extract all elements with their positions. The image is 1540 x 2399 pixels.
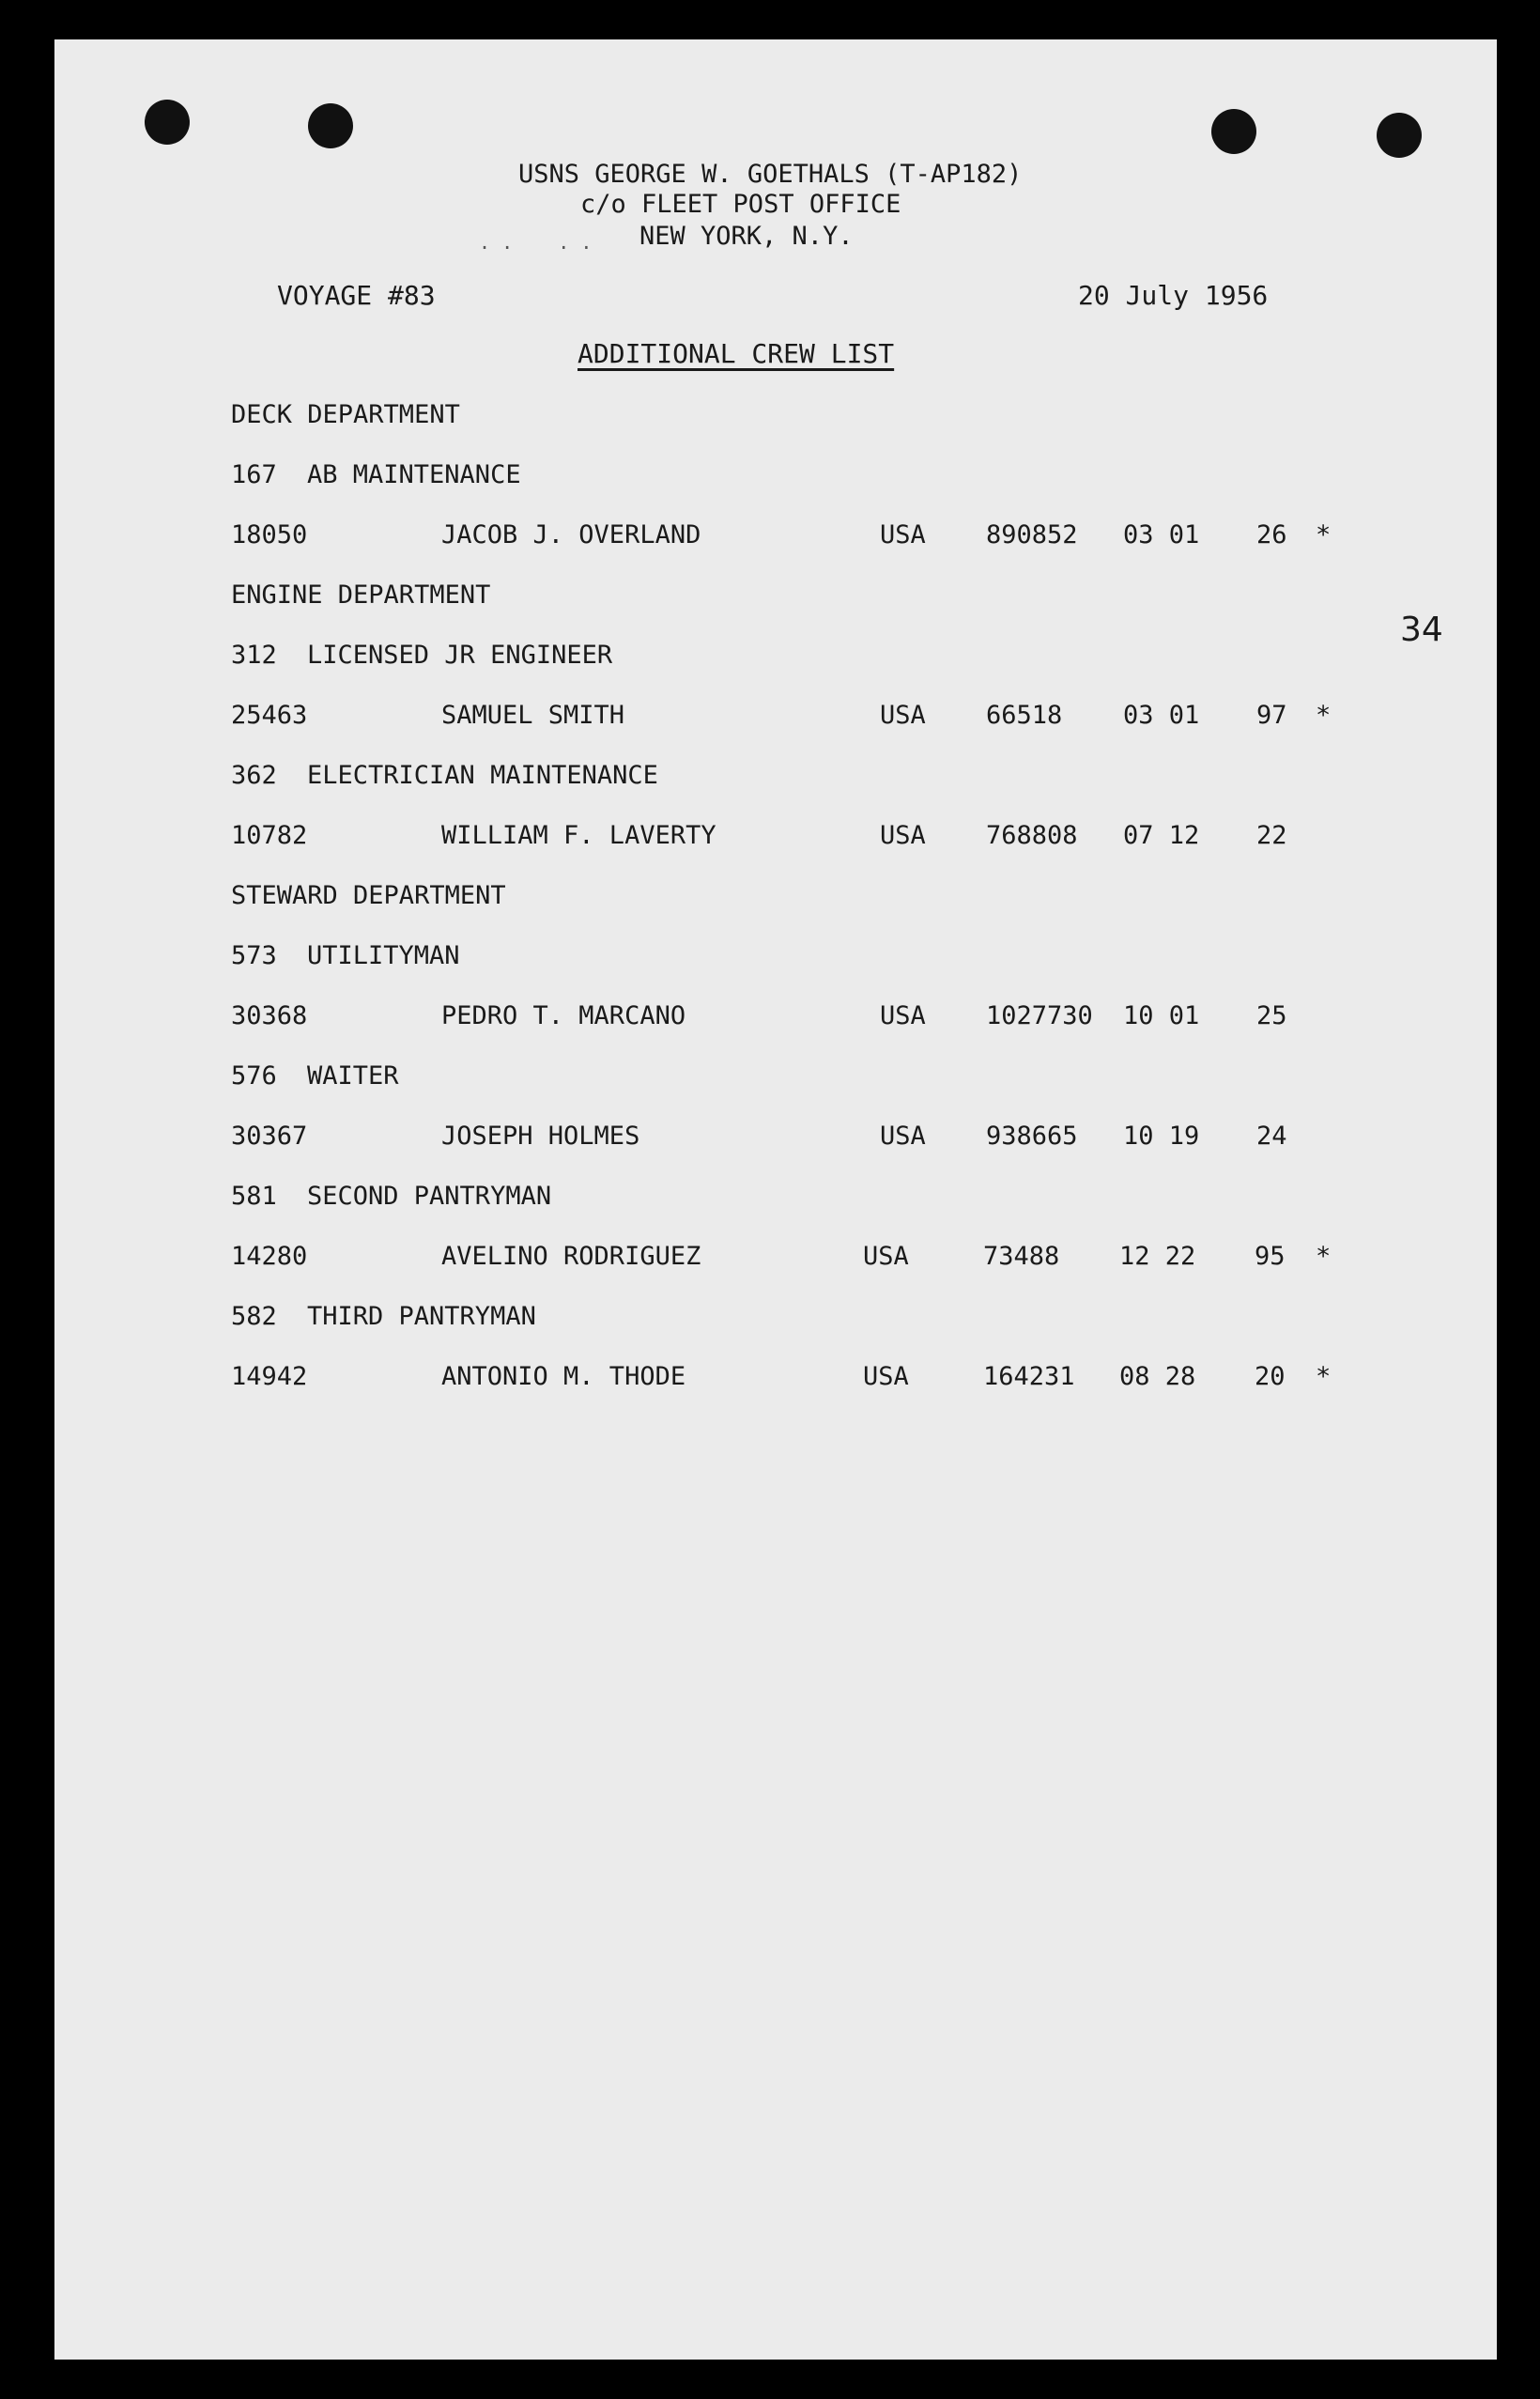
crew-year: 26 (1256, 520, 1287, 549)
department-heading: STEWARD DEPARTMENT (231, 881, 506, 910)
crew-name: ANTONIO M. THODE (441, 1362, 686, 1391)
crew-year: 20 (1255, 1362, 1286, 1391)
crew-number: 18050 (231, 520, 308, 549)
crew-nationality: USA (880, 701, 926, 730)
crew-number: 25463 (231, 701, 308, 730)
crew-mark: * (1316, 1362, 1332, 1391)
crew-mark: * (1316, 701, 1332, 730)
crew-year: 24 (1256, 1122, 1287, 1151)
crew-mark: * (1316, 1242, 1332, 1271)
crew-id: 938665 (986, 1122, 1078, 1151)
punch-hole-4 (1377, 113, 1422, 158)
crew-id: 164231 (983, 1362, 1075, 1391)
care-of-line: c/o FLEET POST OFFICE (580, 190, 901, 219)
crew-year: 25 (1256, 1001, 1287, 1030)
crew-name: JACOB J. OVERLAND (441, 520, 701, 549)
crew-id: 768808 (986, 821, 1078, 850)
crew-date: 07 12 (1123, 821, 1200, 850)
crew-year: 22 (1256, 821, 1287, 850)
department-heading: DECK DEPARTMENT (231, 400, 460, 429)
ship-name: USNS GEORGE W. GOETHALS (T-AP182) (518, 160, 1023, 189)
punch-hole-3 (1211, 109, 1256, 154)
crew-row (54, 520, 1497, 558)
crew-id: 66518 (986, 701, 1063, 730)
crew-year: 97 (1256, 701, 1287, 730)
crew-row (54, 1001, 1497, 1039)
crew-date: 12 22 (1119, 1242, 1196, 1271)
position-heading: 167 AB MAINTENANCE (231, 460, 521, 489)
position-heading: 362 ELECTRICIAN MAINTENANCE (231, 761, 658, 790)
crew-number: 30367 (231, 1122, 308, 1151)
crew-row (54, 1362, 1497, 1400)
document-date: 20 July 1956 (1078, 280, 1269, 311)
crew-nationality: USA (863, 1242, 909, 1271)
crew-date: 08 28 (1119, 1362, 1196, 1391)
crew-date: 10 19 (1123, 1122, 1200, 1151)
crew-number: 10782 (231, 821, 308, 850)
stray-mark: . . . . (479, 231, 593, 254)
crew-name: SAMUEL SMITH (441, 701, 625, 730)
crew-mark: * (1316, 520, 1332, 549)
crew-name: AVELINO RODRIGUEZ (441, 1242, 701, 1271)
crew-nationality: USA (880, 1122, 926, 1151)
page-number: 34 (1400, 611, 1443, 649)
position-heading: 576 WAITER (231, 1061, 399, 1091)
position-heading: 573 UTILITYMAN (231, 941, 460, 970)
position-heading: 581 SECOND PANTRYMAN (231, 1182, 552, 1211)
crew-number: 14942 (231, 1362, 308, 1391)
voyage-number: VOYAGE #83 (277, 280, 436, 311)
crew-date: 10 01 (1123, 1001, 1200, 1030)
crew-row (54, 1242, 1497, 1279)
crew-name: WILLIAM F. LAVERTY (441, 821, 716, 850)
crew-number: 30368 (231, 1001, 308, 1030)
document-page (54, 39, 1497, 2360)
crew-date: 03 01 (1123, 701, 1200, 730)
crew-id: 1027730 (986, 1001, 1093, 1030)
crew-year: 95 (1255, 1242, 1286, 1271)
crew-nationality: USA (880, 520, 926, 549)
crew-date: 03 01 (1123, 520, 1200, 549)
position-heading: 312 LICENSED JR ENGINEER (231, 641, 613, 670)
crew-id: 890852 (986, 520, 1078, 549)
punch-hole-2 (308, 103, 353, 148)
city-line: NEW YORK, N.Y. (639, 222, 854, 251)
crew-name: JOSEPH HOLMES (441, 1122, 640, 1151)
crew-name: PEDRO T. MARCANO (441, 1001, 686, 1030)
crew-number: 14280 (231, 1242, 308, 1271)
crew-nationality: USA (880, 821, 926, 850)
crew-row (54, 701, 1497, 738)
crew-row (54, 1122, 1497, 1159)
crew-nationality: USA (880, 1001, 926, 1030)
department-heading: ENGINE DEPARTMENT (231, 580, 491, 610)
crew-row (54, 821, 1497, 859)
crew-id: 73488 (983, 1242, 1060, 1271)
document-title: ADDITIONAL CREW LIST (578, 338, 895, 369)
punch-hole-1 (145, 100, 190, 145)
crew-nationality: USA (863, 1362, 909, 1391)
position-heading: 582 THIRD PANTRYMAN (231, 1302, 536, 1331)
